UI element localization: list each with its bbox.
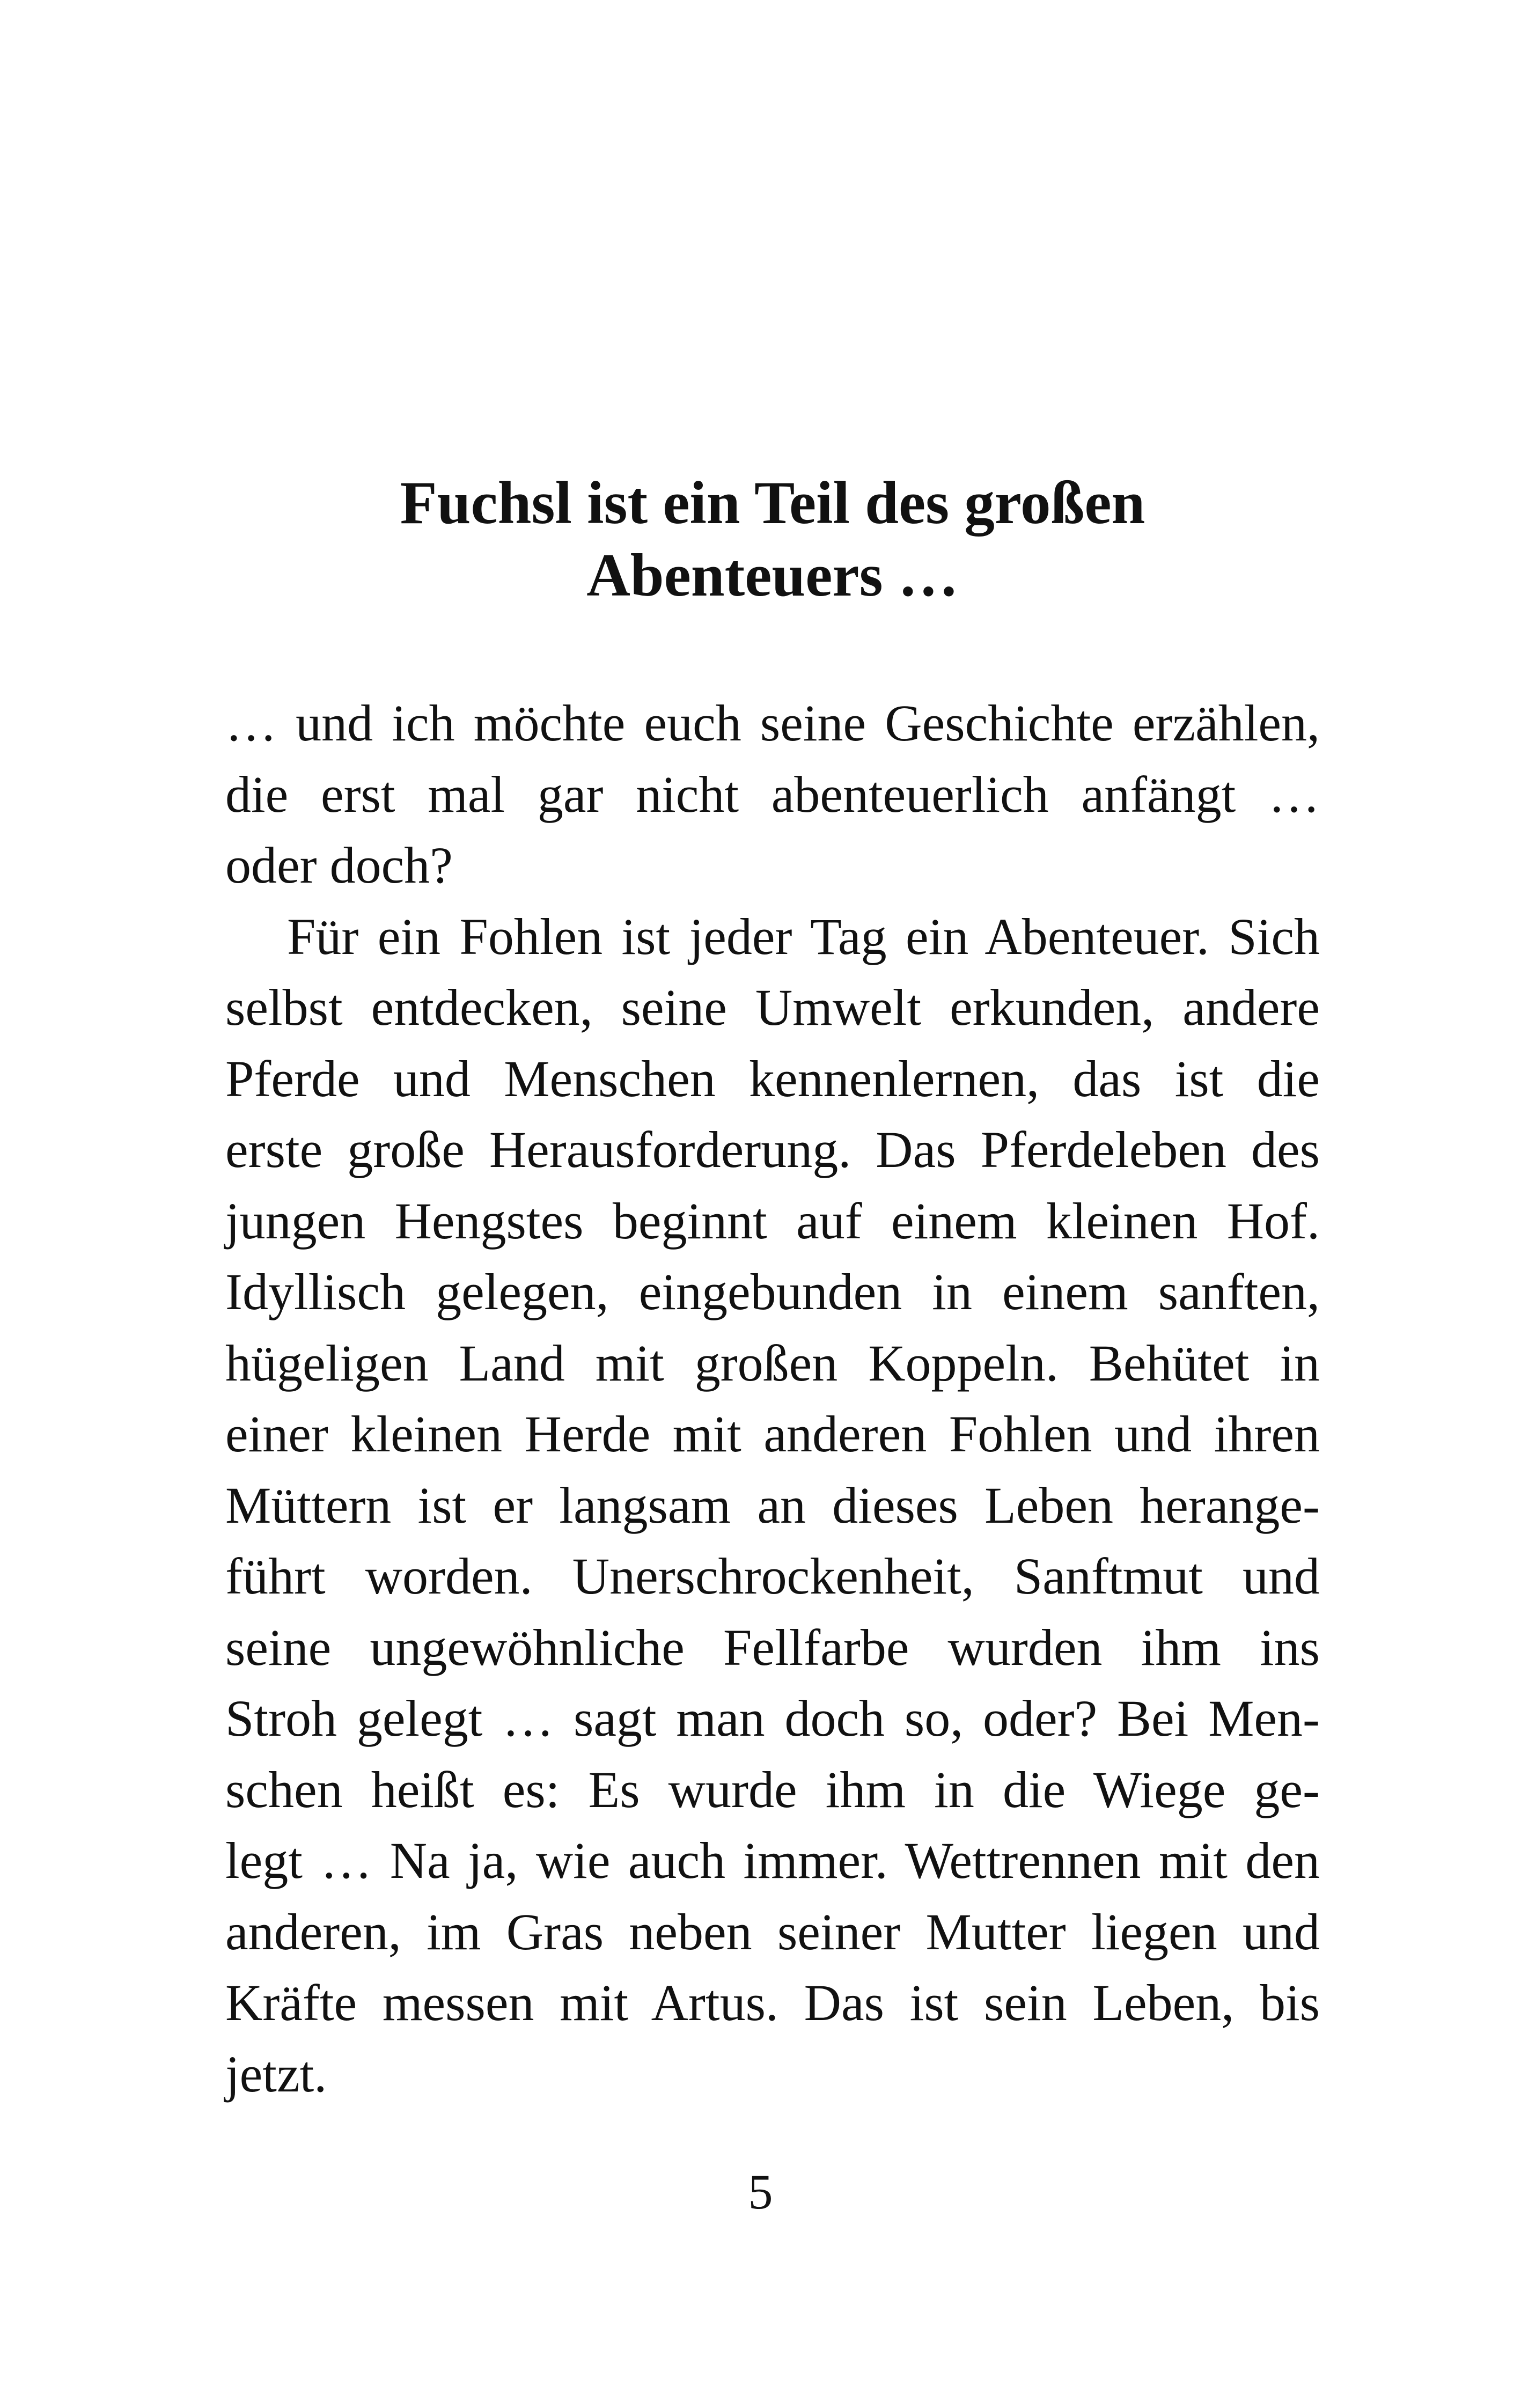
chapter-title [225,467,1320,612]
page-number: 5 [748,2164,773,2219]
text-line: anderen, im Gras neben seiner Mutter liegen und [225,1903,1320,1961]
text-line: die erst mal gar nicht abenteuerlich anfängt … [225,765,1320,823]
text-line: schen heißt es: Es wurde ihm in die Wiege ge- [225,1760,1320,1818]
text-line: Müttern ist er langsam an dieses Leben herange- [225,1476,1320,1534]
text-line: Idyllisch gelegen, eingebunden in einem sanften, [225,1263,1320,1320]
text-line: jungen Hengstes beginnt auf einem kleinen Hof. [225,1192,1320,1250]
text-line: legt … Na ja, wie auch immer. Wettrennen mit den [225,1832,1320,1889]
text-line: Pferde und Menschen kennenlernen, das ist die [225,1049,1320,1107]
text-line: selbst entdecken, seine Umwelt erkunden, andere [225,979,1320,1036]
text-line: einer kleinen Herde mit anderen Fohlen und ihren [225,1405,1320,1463]
text-line: Stroh gelegt … sagt man doch so, oder? Bei Men- [225,1690,1320,1747]
text-line: oder doch? [225,836,453,894]
text-line: Für ein Fohlen ist jeder Tag ein Abenteuer. Sich [287,907,1320,965]
body-text [225,688,1320,2110]
text-line: Kräfte messen mit Artus. Das ist sein Leben, bis [225,1974,1320,2031]
text-line: … und ich möchte euch seine Geschichte erzählen, [225,694,1320,752]
text-line: erste große Herausforderung. Das Pferdeleben des [225,1121,1320,1178]
text-line: seine ungewöhnliche Fellfarbe wurden ihm ins [225,1618,1320,1676]
text-line: jetzt. [225,2045,327,2103]
chapter-title-line-2: Abenteuers … [586,542,959,609]
text-line: hügeligen Land mit großen Koppeln. Behütet in [225,1334,1320,1392]
chapter-title-line-1: Fuchsl ist ein Teil des großen [400,469,1145,537]
text-line: führt worden. Unerschrockenheit, Sanftmut und [225,1547,1320,1605]
